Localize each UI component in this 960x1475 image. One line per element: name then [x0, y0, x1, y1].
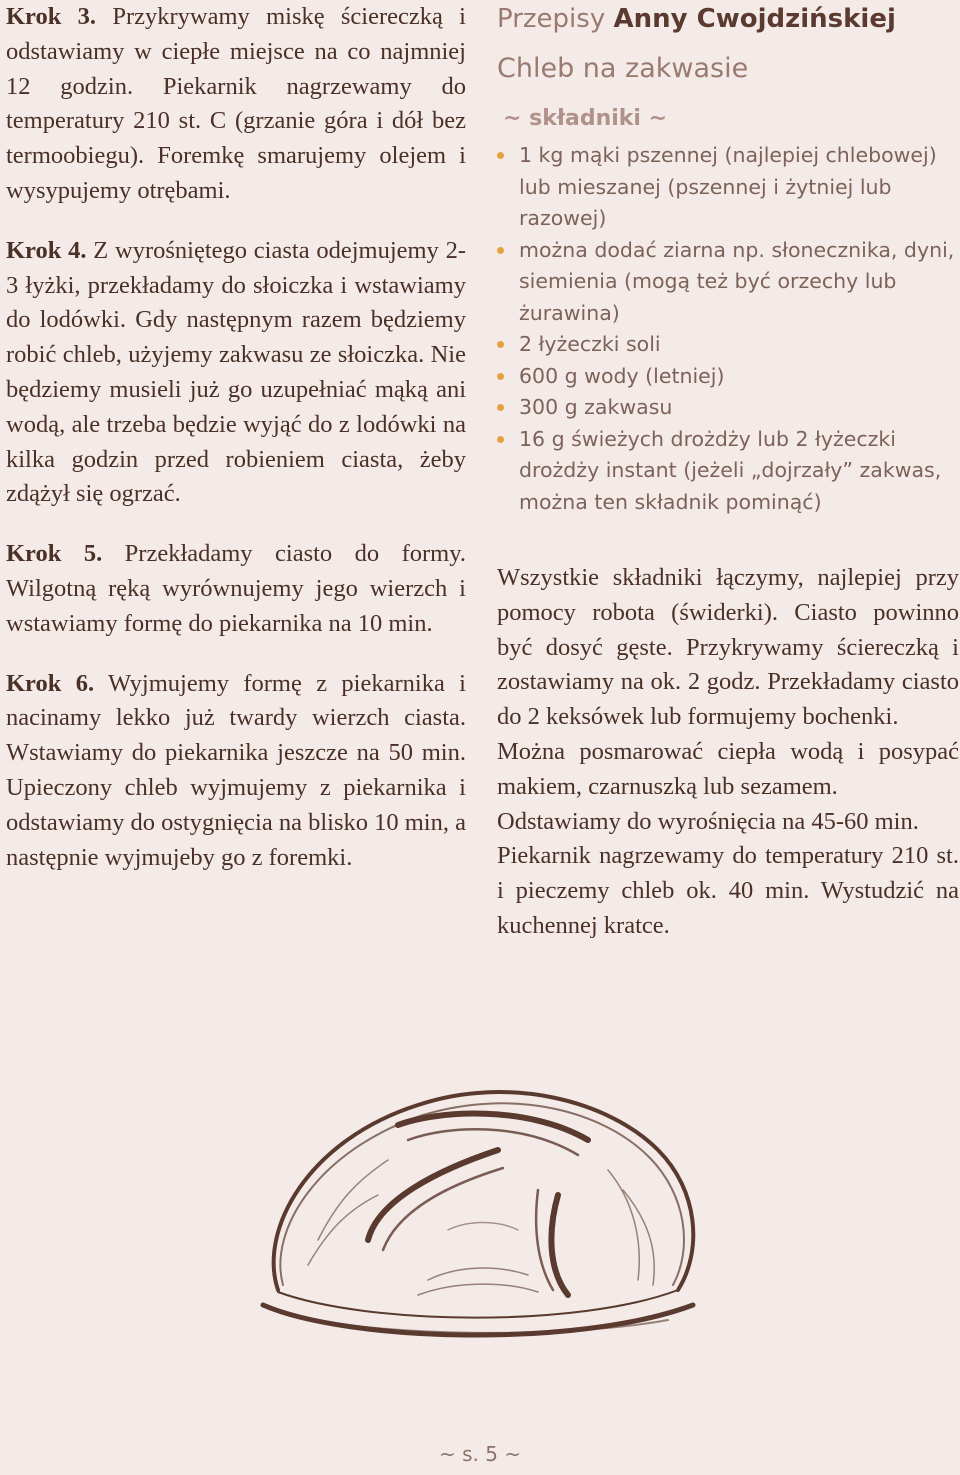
method-text	[497, 561, 959, 944]
recipe-title: Chleb na zakwasie	[497, 53, 749, 84]
step-6-label: Krok 6.	[6, 669, 95, 697]
step-3	[6, 0, 466, 209]
bullet-icon	[497, 247, 504, 254]
bullet-icon	[497, 341, 504, 348]
bullet-icon	[497, 373, 504, 380]
step-6	[6, 667, 466, 876]
step-5-text: Przekładamy ciasto do formy. Wilgotną ręką wyrównujemy jego wierzch i wstawiamy formę do piekarnika na 10 min.	[6, 540, 466, 637]
ingredients-list	[497, 140, 959, 518]
step-3-label: Krok 3.	[6, 3, 97, 30]
ingredient-item: 2 łyżeczki soli	[497, 329, 959, 361]
method-paragraph: Wszystkie składniki łączymy, najlepiej przy pomocy robota (świderki). Ciasto powinno być dosyć gęste. Przykrywamy ściereczką i zostawiamy na ok. 2 godz. Przekładamy ciasto do 2 keksówek lub formujemy bochenki.	[497, 564, 959, 731]
instructions-column	[6, 0, 466, 900]
step-5-label: Krok 5.	[6, 540, 103, 568]
ingredient-item: 300 g zakwasu	[497, 392, 959, 424]
method-paragraph: Można posmarować ciepła wodą i posypać makiem, czarnuszką lub sezamem.	[497, 737, 959, 800]
step-4-label: Krok 4.	[6, 236, 87, 264]
author-name: Anny Cwojdzińskiej	[613, 4, 896, 34]
step-6-text: Wyjmujemy formę z piekarnika i nacinamy lekko już twardy wierzch ciasta. Wstawiamy do piekarnika jeszcze na 50 min. Upieczony chleb wyjmujemy z piekarnika i odstawiamy do ostygnięcia na blisko 10 min, a następnie wyjmujeby go z foremki.	[6, 669, 466, 871]
ingredient-item: 1 kg mąki pszennej (najlepiej chlebowej) lub mieszanej (pszennej i żytniej lub razowej)	[497, 140, 959, 235]
bullet-icon	[497, 152, 504, 159]
series-header	[497, 2, 959, 36]
recipe-column	[497, 0, 959, 944]
step-4-text: Z wyrośniętego ciasta odejmujemy 2-3 łyżki, przekładamy do słoiczka i wstawiamy do lodówki. Gdy następnym razem będziemy robić chleb, użyjemy zakwasu ze słoiczka. Nie będziemy musieli już go uzupełniać mąką ani wodą, ale trzeba będzie wyjąć do z lodówki na kilka godzin przed robieniem ciasta, żeby zdążył się ogrzać.	[6, 236, 466, 508]
method-paragraph: Piekarnik nagrzewamy do temperatury 210 st. i pieczemy chleb ok. 40 min. Wystudzić na kuchennej kratce.	[497, 842, 959, 939]
step-4	[6, 234, 466, 512]
bread-loaf-illustration	[248, 1080, 708, 1360]
ingredient-item: można dodać ziarna np. słonecznika, dyni, siemienia (mogą też być orzechy lub żurawina)	[497, 235, 959, 330]
method-paragraph: Odstawiamy do wyrośnięcia na 45-60 min.	[497, 807, 919, 835]
bullet-icon	[497, 404, 504, 411]
ingredient-item: 16 g świeżych drożdży lub 2 łyżeczki drożdży instant (jeżeli „dojrzały” zakwas, można ten składnik pominąć)	[497, 424, 959, 519]
step-3-text: Przykrywamy miskę ściereczką i odstawiamy w ciepłe miejsce na co najmniej 12 godzin. Piekarnik nagrzewamy do temperatury 210 st. C (grzanie góra i dół bez termoobiegu). Foremkę smarujemy olejem i wysypujemy otrębami.	[6, 3, 466, 204]
step-5	[6, 537, 466, 641]
series-prefix: Przepisy	[497, 4, 614, 34]
ingredient-item: 600 g wody (letniej)	[497, 361, 959, 393]
ingredients-heading: ~ składniki ~	[503, 106, 668, 131]
page-number: ~ s. 5 ~	[438, 1442, 522, 1466]
bullet-icon	[497, 436, 504, 443]
